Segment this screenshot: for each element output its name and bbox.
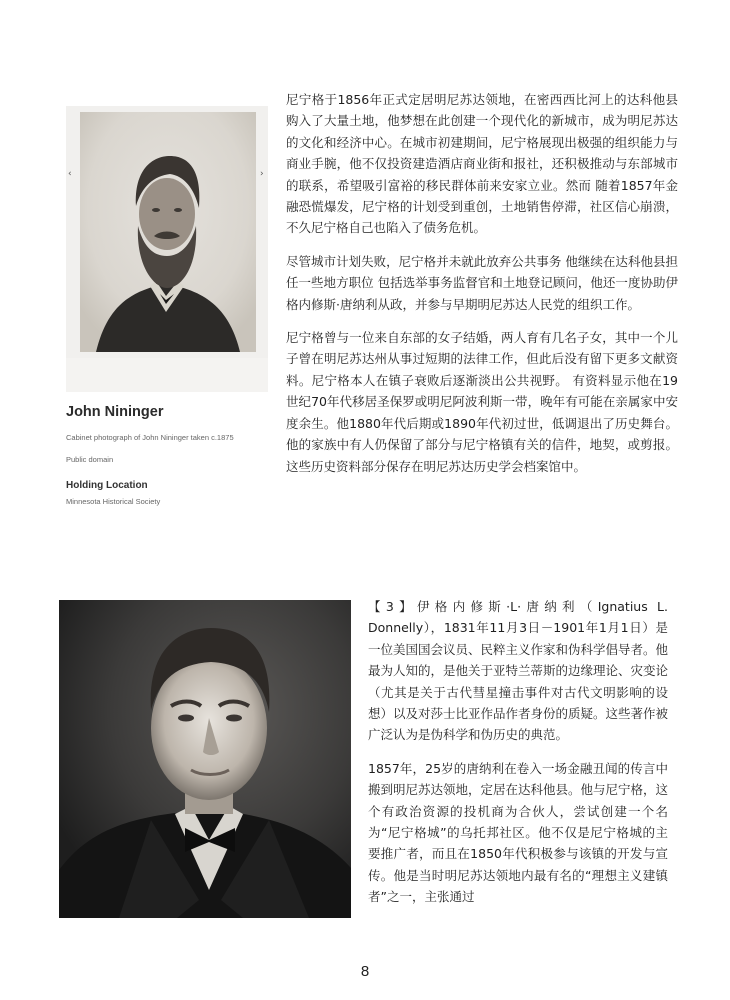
caption-holding-value: Minnesota Historical Society	[66, 497, 161, 506]
caption-rights: Public domain	[66, 455, 114, 464]
caption-title: John Nininger	[66, 404, 164, 420]
photo-prev-arrow-icon[interactable]: ‹	[68, 169, 72, 179]
paragraph: 1857年，25岁的唐纳利在卷入一场金融丑闻的传言中搬到明尼苏达领地，定居在达科他县。他与尼宁格，这个有政治资源的投机商为合伙人，尝试创建一个名为“尼宁格城”的乌托邦社区。他不仅是尼宁格城的主要推广者，而且在1850年代积极参与该镇的开发与宣传。他是当时明尼苏达领地内最有名的“理想主义建镇者”之一，主张通过	[368, 760, 669, 905]
page-number: 8	[360, 963, 370, 980]
john-nininger-portrait-photo	[66, 106, 268, 392]
paragraph: 【3】伊格内修斯·L·唐纳利（Ignatius L. Donnelly），1831年11月3日－1901年1月1日）是一位美国国会议员、民粹主义作家和伪科学倡导者。他最为人知的，是他关于亚特兰蒂斯的边缘理论、灾变论（尤其是关于古代彗星撞击事件对古代文明影响的设想）以及对莎士比亚作品作者身份的质疑。这些著作被广泛认为是伪科学和伪历史的典范。	[368, 599, 669, 743]
section2-text-column	[368, 596, 668, 920]
card-photo-frame	[66, 106, 268, 392]
donnelly-photo-image	[59, 600, 351, 918]
caption-holding-label: Holding Location	[66, 480, 148, 491]
paragraph: 尼宁格于1856年正式定居明尼苏达领地，在密西西比河上的达科他县购入了大量土地，他梦想在此创建一个现代化的新城市，成为明尼苏达的文化和经济中心。在城市初建期间，尼宁格展现出极强的组织能力与商业手腕，他不仅投资建造酒店商业街和报社，还积极推动与东部城市的联系，希望吸引富裕的移民群体前来安家立业。然而 随着1857年金融恐慌爆发，尼宁格的计划受到重创，土地销售停滞，社区信心崩溃，不久尼宁格自己也陷入了债务危机。	[286, 92, 678, 236]
section1-text-column	[286, 89, 678, 489]
caption-description: Cabinet photograph of John Nininger taken c.1875	[66, 433, 234, 442]
photo-caption	[66, 404, 266, 508]
paragraph: 尼宁格曾与一位来自东部的女子结婚，两人育有几名子女，其中一个儿子曾在明尼苏达州从事过短期的法律工作，但此后没有留下更多文献资料。尼宁格本人在镇子衰败后逐渐淡出公共视野。 有资料显示他在19世纪70年代移居圣保罗或明尼阿波利斯一带，晚年有可能在亲属家中安度余生。他1880年代后期或1890年代初过世，低调退出了历史舞台。他的家族中有人仍保留了部分与尼宁格镇有关的信件，地契，或剪报。这些历史资料部分保存在明尼苏达历史学会档案馆中。	[286, 330, 678, 474]
photo-next-arrow-icon[interactable]: ›	[260, 169, 264, 179]
paragraph: 尽管城市计划失败，尼宁格并未就此放弃公共事务 他继续在达科他县担任一些地方职位 包括选举事务监督官和土地登记顾问，他还一度协助伊格内修斯·唐纳利从政，并参与早期明尼苏达人民党的组织工作。	[286, 253, 678, 312]
ignatius-donnelly-portrait-photo	[59, 600, 351, 918]
